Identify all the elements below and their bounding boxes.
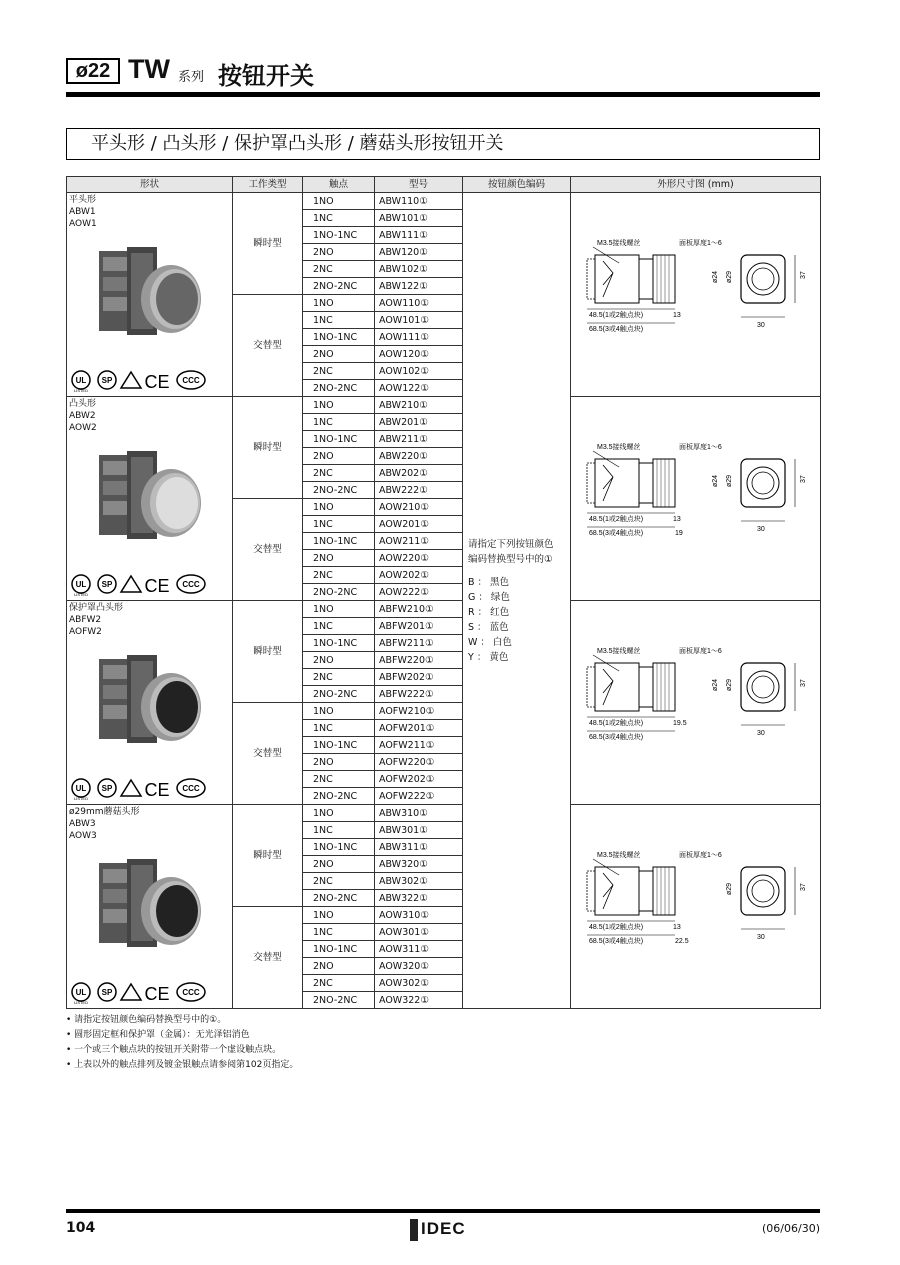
- model-cell: AOW310①: [375, 907, 463, 924]
- contact-cell: 2NO: [303, 652, 375, 669]
- dim-d1: ø24: [712, 474, 719, 487]
- model-cell: AOFW210①: [375, 703, 463, 720]
- shape-model-1: ABW3: [69, 819, 96, 829]
- shape-cell: [67, 397, 233, 601]
- note-item: • 上表以外的触点排列及镀金银触点请参阅第102页指定。: [66, 1060, 299, 1070]
- ce-mark: CE: [144, 984, 170, 1004]
- model-cell: ABW202①: [375, 465, 463, 482]
- model-cell: AOW311①: [375, 941, 463, 958]
- contact-cell: 1NC: [303, 516, 375, 533]
- cert-marks: [71, 982, 231, 1004]
- dim-h: 37: [800, 475, 807, 483]
- contact-cell: 2NO: [303, 346, 375, 363]
- col-shape: 形状: [67, 177, 233, 193]
- dim-extra: 22.5: [675, 938, 689, 945]
- contact-cell: 2NO-2NC: [303, 380, 375, 397]
- model-cell: ABW211①: [375, 431, 463, 448]
- shape-model-1: ABW2: [69, 411, 96, 421]
- contact-cell: 1NO-1NC: [303, 635, 375, 652]
- shape-name: 平头形: [69, 195, 97, 205]
- operation-type: 交替型: [233, 907, 303, 1009]
- ul-listed-label: LISTED: [73, 592, 89, 596]
- dim-h: 37: [800, 271, 807, 279]
- col-dimension: 外形尺寸图 (mm): [571, 177, 821, 193]
- model-cell: ABFW210①: [375, 601, 463, 618]
- model-cell: ABW111①: [375, 227, 463, 244]
- dim-l2: 68.5(3或4触点块): [589, 326, 644, 333]
- notes: [66, 1013, 298, 1073]
- dim-panel-label: 面板厚度1～6: [679, 648, 722, 655]
- model-cell: AOW122①: [375, 380, 463, 397]
- model-cell: ABW301①: [375, 822, 463, 839]
- contact-cell: 1NO: [303, 193, 375, 210]
- table-row: [67, 805, 821, 822]
- operation-type: 交替型: [233, 703, 303, 805]
- color-code-cell: [463, 193, 571, 1009]
- dim-h: 37: [800, 883, 807, 891]
- csa-mark: SP: [101, 376, 113, 385]
- dim-w: 30: [757, 526, 765, 533]
- dim-d2: ø29: [726, 270, 733, 283]
- ul-mark: UL: [75, 580, 87, 589]
- model-cell: AOFW202①: [375, 771, 463, 788]
- page-title: 按钮开关: [218, 62, 314, 90]
- ccc-mark: CCC: [182, 376, 200, 385]
- color-code-item: R ： 红色: [468, 606, 510, 618]
- model-cell: ABW220①: [375, 448, 463, 465]
- contact-cell: 1NC: [303, 414, 375, 431]
- note-item: • 请指定按钮颜色编码替换型号中的①。: [66, 1015, 227, 1025]
- series-label: 系列: [178, 70, 205, 85]
- color-code-item: G ： 绿色: [468, 591, 510, 603]
- contact-cell: 2NO: [303, 754, 375, 771]
- dim-l1b: 13: [673, 516, 681, 523]
- dim-panel-label: 面板厚度1～6: [679, 852, 722, 859]
- contact-cell: 1NO: [303, 601, 375, 618]
- contact-cell: 1NC: [303, 822, 375, 839]
- table-row: [67, 397, 821, 414]
- model-cell: AOW211①: [375, 533, 463, 550]
- model-cell: AOW322①: [375, 992, 463, 1009]
- shape-model-2: AOW1: [69, 219, 97, 229]
- ul-listed-label: LISTED: [73, 1000, 89, 1004]
- contact-cell: 2NO-2NC: [303, 686, 375, 703]
- product-photo: [97, 243, 207, 343]
- contact-cell: 1NO-1NC: [303, 737, 375, 754]
- contact-cell: 2NC: [303, 363, 375, 380]
- product-photo: [97, 651, 207, 751]
- section-subtitle: 平头形 / 凸头形 / 保护罩凸头形 / 蘑菇头形按钮开关: [66, 128, 820, 160]
- cert-marks: [71, 370, 231, 392]
- contact-cell: 1NO: [303, 703, 375, 720]
- dim-h: 37: [800, 679, 807, 687]
- note-item: • 圆形固定框和保护罩（金属）：无光泽铝消色: [66, 1030, 250, 1040]
- dim-l2: 68.5(3或4触点块): [589, 734, 644, 741]
- csa-mark: SP: [101, 580, 113, 589]
- model-cell: AOW111①: [375, 329, 463, 346]
- color-code-item: S ： 蓝色: [468, 621, 509, 633]
- shape-model-2: AOW3: [69, 831, 97, 841]
- dim-l1b: 13: [673, 924, 681, 931]
- product-photo: [97, 855, 207, 955]
- shape-model-1: ABFW2: [69, 615, 102, 625]
- model-cell: AOW222①: [375, 584, 463, 601]
- operation-type: 瞬时型: [233, 193, 303, 295]
- ce-mark: CE: [144, 372, 170, 392]
- shape-name: 凸头形: [69, 399, 97, 409]
- model-cell: AOW120①: [375, 346, 463, 363]
- color-note: 编码替换型号中的①: [468, 553, 553, 565]
- ccc-mark: CCC: [182, 580, 200, 589]
- model-cell: AOFW222①: [375, 788, 463, 805]
- model-cell: AOFW211①: [375, 737, 463, 754]
- contact-cell: 2NO-2NC: [303, 890, 375, 907]
- dimension-drawing: [571, 397, 821, 601]
- contact-cell: 2NO: [303, 958, 375, 975]
- diameter-badge: ø22: [66, 58, 120, 84]
- model-cell: ABW110①: [375, 193, 463, 210]
- contact-cell: 1NO: [303, 499, 375, 516]
- shape-name: ø29mm蘑菇头形: [69, 807, 140, 817]
- model-cell: ABW201①: [375, 414, 463, 431]
- ccc-mark: CCC: [182, 784, 200, 793]
- dim-panel-label: 面板厚度1～6: [679, 240, 722, 247]
- model-cell: ABFW202①: [375, 669, 463, 686]
- contact-cell: 1NC: [303, 210, 375, 227]
- contact-cell: 1NO-1NC: [303, 941, 375, 958]
- col-type: 工作类型: [233, 177, 303, 193]
- dim-l2: 68.5(3或4触点块): [589, 938, 644, 945]
- dim-d1: ø24: [712, 270, 719, 283]
- operation-type: 交替型: [233, 295, 303, 397]
- dim-l2: 68.5(3或4触点块): [589, 530, 644, 537]
- operation-type: 瞬时型: [233, 805, 303, 907]
- model-cell: AOW202①: [375, 567, 463, 584]
- model-cell: ABFW211①: [375, 635, 463, 652]
- model-cell: AOW302①: [375, 975, 463, 992]
- csa-mark: SP: [101, 784, 113, 793]
- dim-d1: ø24: [712, 678, 719, 691]
- ce-mark: CE: [144, 780, 170, 800]
- model-cell: ABW122①: [375, 278, 463, 295]
- contact-cell: 2NO: [303, 448, 375, 465]
- dim-screw-label: M3.5接线螺丝: [597, 240, 641, 247]
- dim-l1b: 19.5: [673, 720, 687, 727]
- page-header: [66, 54, 820, 96]
- dim-l1: 48.5(1或2触点块): [589, 924, 644, 931]
- contact-cell: 1NO-1NC: [303, 839, 375, 856]
- contact-cell: 2NC: [303, 567, 375, 584]
- contact-cell: 1NO: [303, 295, 375, 312]
- table-row: [67, 193, 821, 210]
- contact-cell: 1NO: [303, 805, 375, 822]
- contact-cell: 2NC: [303, 465, 375, 482]
- ul-mark: UL: [75, 784, 87, 793]
- contact-cell: 2NO: [303, 550, 375, 567]
- dim-d2: ø29: [726, 882, 733, 895]
- model-cell: AOW301①: [375, 924, 463, 941]
- dim-screw-label: M3.5接线螺丝: [597, 444, 641, 451]
- dim-extra: 19: [675, 530, 683, 537]
- contact-cell: 1NO-1NC: [303, 329, 375, 346]
- operation-type: 瞬时型: [233, 601, 303, 703]
- contact-cell: 1NC: [303, 924, 375, 941]
- table-row: [67, 601, 821, 618]
- contact-cell: 2NO-2NC: [303, 788, 375, 805]
- dim-d2: ø29: [726, 474, 733, 487]
- contact-cell: 1NO-1NC: [303, 227, 375, 244]
- model-cell: AOFW201①: [375, 720, 463, 737]
- series-name: TW: [128, 54, 170, 84]
- model-cell: ABW101①: [375, 210, 463, 227]
- footer-rule: [66, 1209, 820, 1213]
- idec-logo: [410, 1219, 482, 1241]
- model-cell: AOW110①: [375, 295, 463, 312]
- contact-cell: 2NO-2NC: [303, 278, 375, 295]
- contact-cell: 1NO-1NC: [303, 533, 375, 550]
- dimension-svg: [583, 641, 811, 751]
- col-color: 按钮颜色编码: [463, 177, 571, 193]
- shape-cell: [67, 805, 233, 1009]
- model-cell: AOW201①: [375, 516, 463, 533]
- ccc-mark: CCC: [182, 988, 200, 997]
- model-cell: ABW102①: [375, 261, 463, 278]
- dim-screw-label: M3.5接线螺丝: [597, 852, 641, 859]
- contact-cell: 1NO-1NC: [303, 431, 375, 448]
- contact-cell: 2NO: [303, 244, 375, 261]
- dim-l1: 48.5(1或2触点块): [589, 312, 644, 319]
- dimension-drawing: [571, 805, 821, 1009]
- page-number: 104: [66, 1220, 96, 1236]
- model-cell: ABW310①: [375, 805, 463, 822]
- dim-l1: 48.5(1或2触点块): [589, 720, 644, 727]
- dimension-svg: [583, 845, 811, 955]
- model-cell: ABW322①: [375, 890, 463, 907]
- dim-screw-label: M3.5接线螺丝: [597, 648, 641, 655]
- col-contact: 触点: [303, 177, 375, 193]
- contact-cell: 1NO: [303, 907, 375, 924]
- dim-w: 30: [757, 730, 765, 737]
- shape-cell: [67, 601, 233, 805]
- contact-cell: 2NO-2NC: [303, 584, 375, 601]
- dim-l1: 48.5(1或2触点块): [589, 516, 644, 523]
- model-cell: ABW311①: [375, 839, 463, 856]
- csa-mark: SP: [101, 988, 113, 997]
- note-item: • 一个或三个触点块的按钮开关附带一个虚设触点块。: [66, 1045, 282, 1055]
- dim-panel-label: 面板厚度1～6: [679, 444, 722, 451]
- ce-mark: CE: [144, 576, 170, 596]
- model-cell: AOW210①: [375, 499, 463, 516]
- model-cell: ABW120①: [375, 244, 463, 261]
- operation-type: 瞬时型: [233, 397, 303, 499]
- contact-cell: 2NO: [303, 856, 375, 873]
- dim-d2: ø29: [726, 678, 733, 691]
- logo-bar-icon: [410, 1219, 418, 1241]
- contact-cell: 1NC: [303, 312, 375, 329]
- revision-date: (06/06/30): [762, 1222, 820, 1235]
- operation-type: 交替型: [233, 499, 303, 601]
- model-cell: AOW220①: [375, 550, 463, 567]
- contact-cell: 2NC: [303, 873, 375, 890]
- model-cell: ABW320①: [375, 856, 463, 873]
- contact-cell: 2NC: [303, 261, 375, 278]
- color-code-item: Y ： 黄色: [468, 651, 509, 663]
- model-cell: AOFW220①: [375, 754, 463, 771]
- col-model: 型号: [375, 177, 463, 193]
- model-cell: ABW210①: [375, 397, 463, 414]
- color-note: 请指定下列按钮颜色: [468, 538, 554, 550]
- spec-table: [66, 176, 821, 1009]
- cert-marks: [71, 574, 231, 596]
- dimension-svg: [583, 437, 811, 547]
- ul-mark: UL: [75, 988, 87, 997]
- cert-marks: [71, 778, 231, 800]
- contact-cell: 1NC: [303, 618, 375, 635]
- product-photo: [97, 447, 207, 547]
- shape-cell: [67, 193, 233, 397]
- model-cell: ABFW220①: [375, 652, 463, 669]
- model-cell: AOW102①: [375, 363, 463, 380]
- contact-cell: 2NO-2NC: [303, 482, 375, 499]
- shape-model-1: ABW1: [69, 207, 96, 217]
- dimension-drawing: [571, 193, 821, 397]
- contact-cell: 1NC: [303, 720, 375, 737]
- shape-model-2: AOFW2: [69, 627, 102, 637]
- contact-cell: 2NO-2NC: [303, 992, 375, 1009]
- ul-mark: UL: [75, 376, 87, 385]
- contact-cell: 2NC: [303, 975, 375, 992]
- dim-l1b: 13: [673, 312, 681, 319]
- logo-text: IDEC: [421, 1219, 466, 1238]
- ul-listed-label: LISTED: [73, 388, 89, 392]
- model-cell: ABW222①: [375, 482, 463, 499]
- contact-cell: 2NC: [303, 771, 375, 788]
- ul-listed-label: LISTED: [73, 796, 89, 800]
- model-cell: AOW101①: [375, 312, 463, 329]
- dimension-drawing: [571, 601, 821, 805]
- header-rule: [66, 92, 820, 97]
- contact-cell: 1NO: [303, 397, 375, 414]
- model-cell: ABFW201①: [375, 618, 463, 635]
- color-code-item: W ： 白色: [468, 636, 512, 648]
- dimension-svg: [583, 233, 811, 343]
- shape-name: 保护罩凸头形: [69, 603, 124, 613]
- model-cell: ABW302①: [375, 873, 463, 890]
- shape-model-2: AOW2: [69, 423, 97, 433]
- dim-w: 30: [757, 934, 765, 941]
- model-cell: AOW320①: [375, 958, 463, 975]
- color-code-item: B ： 黑色: [468, 576, 510, 588]
- contact-cell: 2NC: [303, 669, 375, 686]
- model-cell: ABFW222①: [375, 686, 463, 703]
- dim-w: 30: [757, 322, 765, 329]
